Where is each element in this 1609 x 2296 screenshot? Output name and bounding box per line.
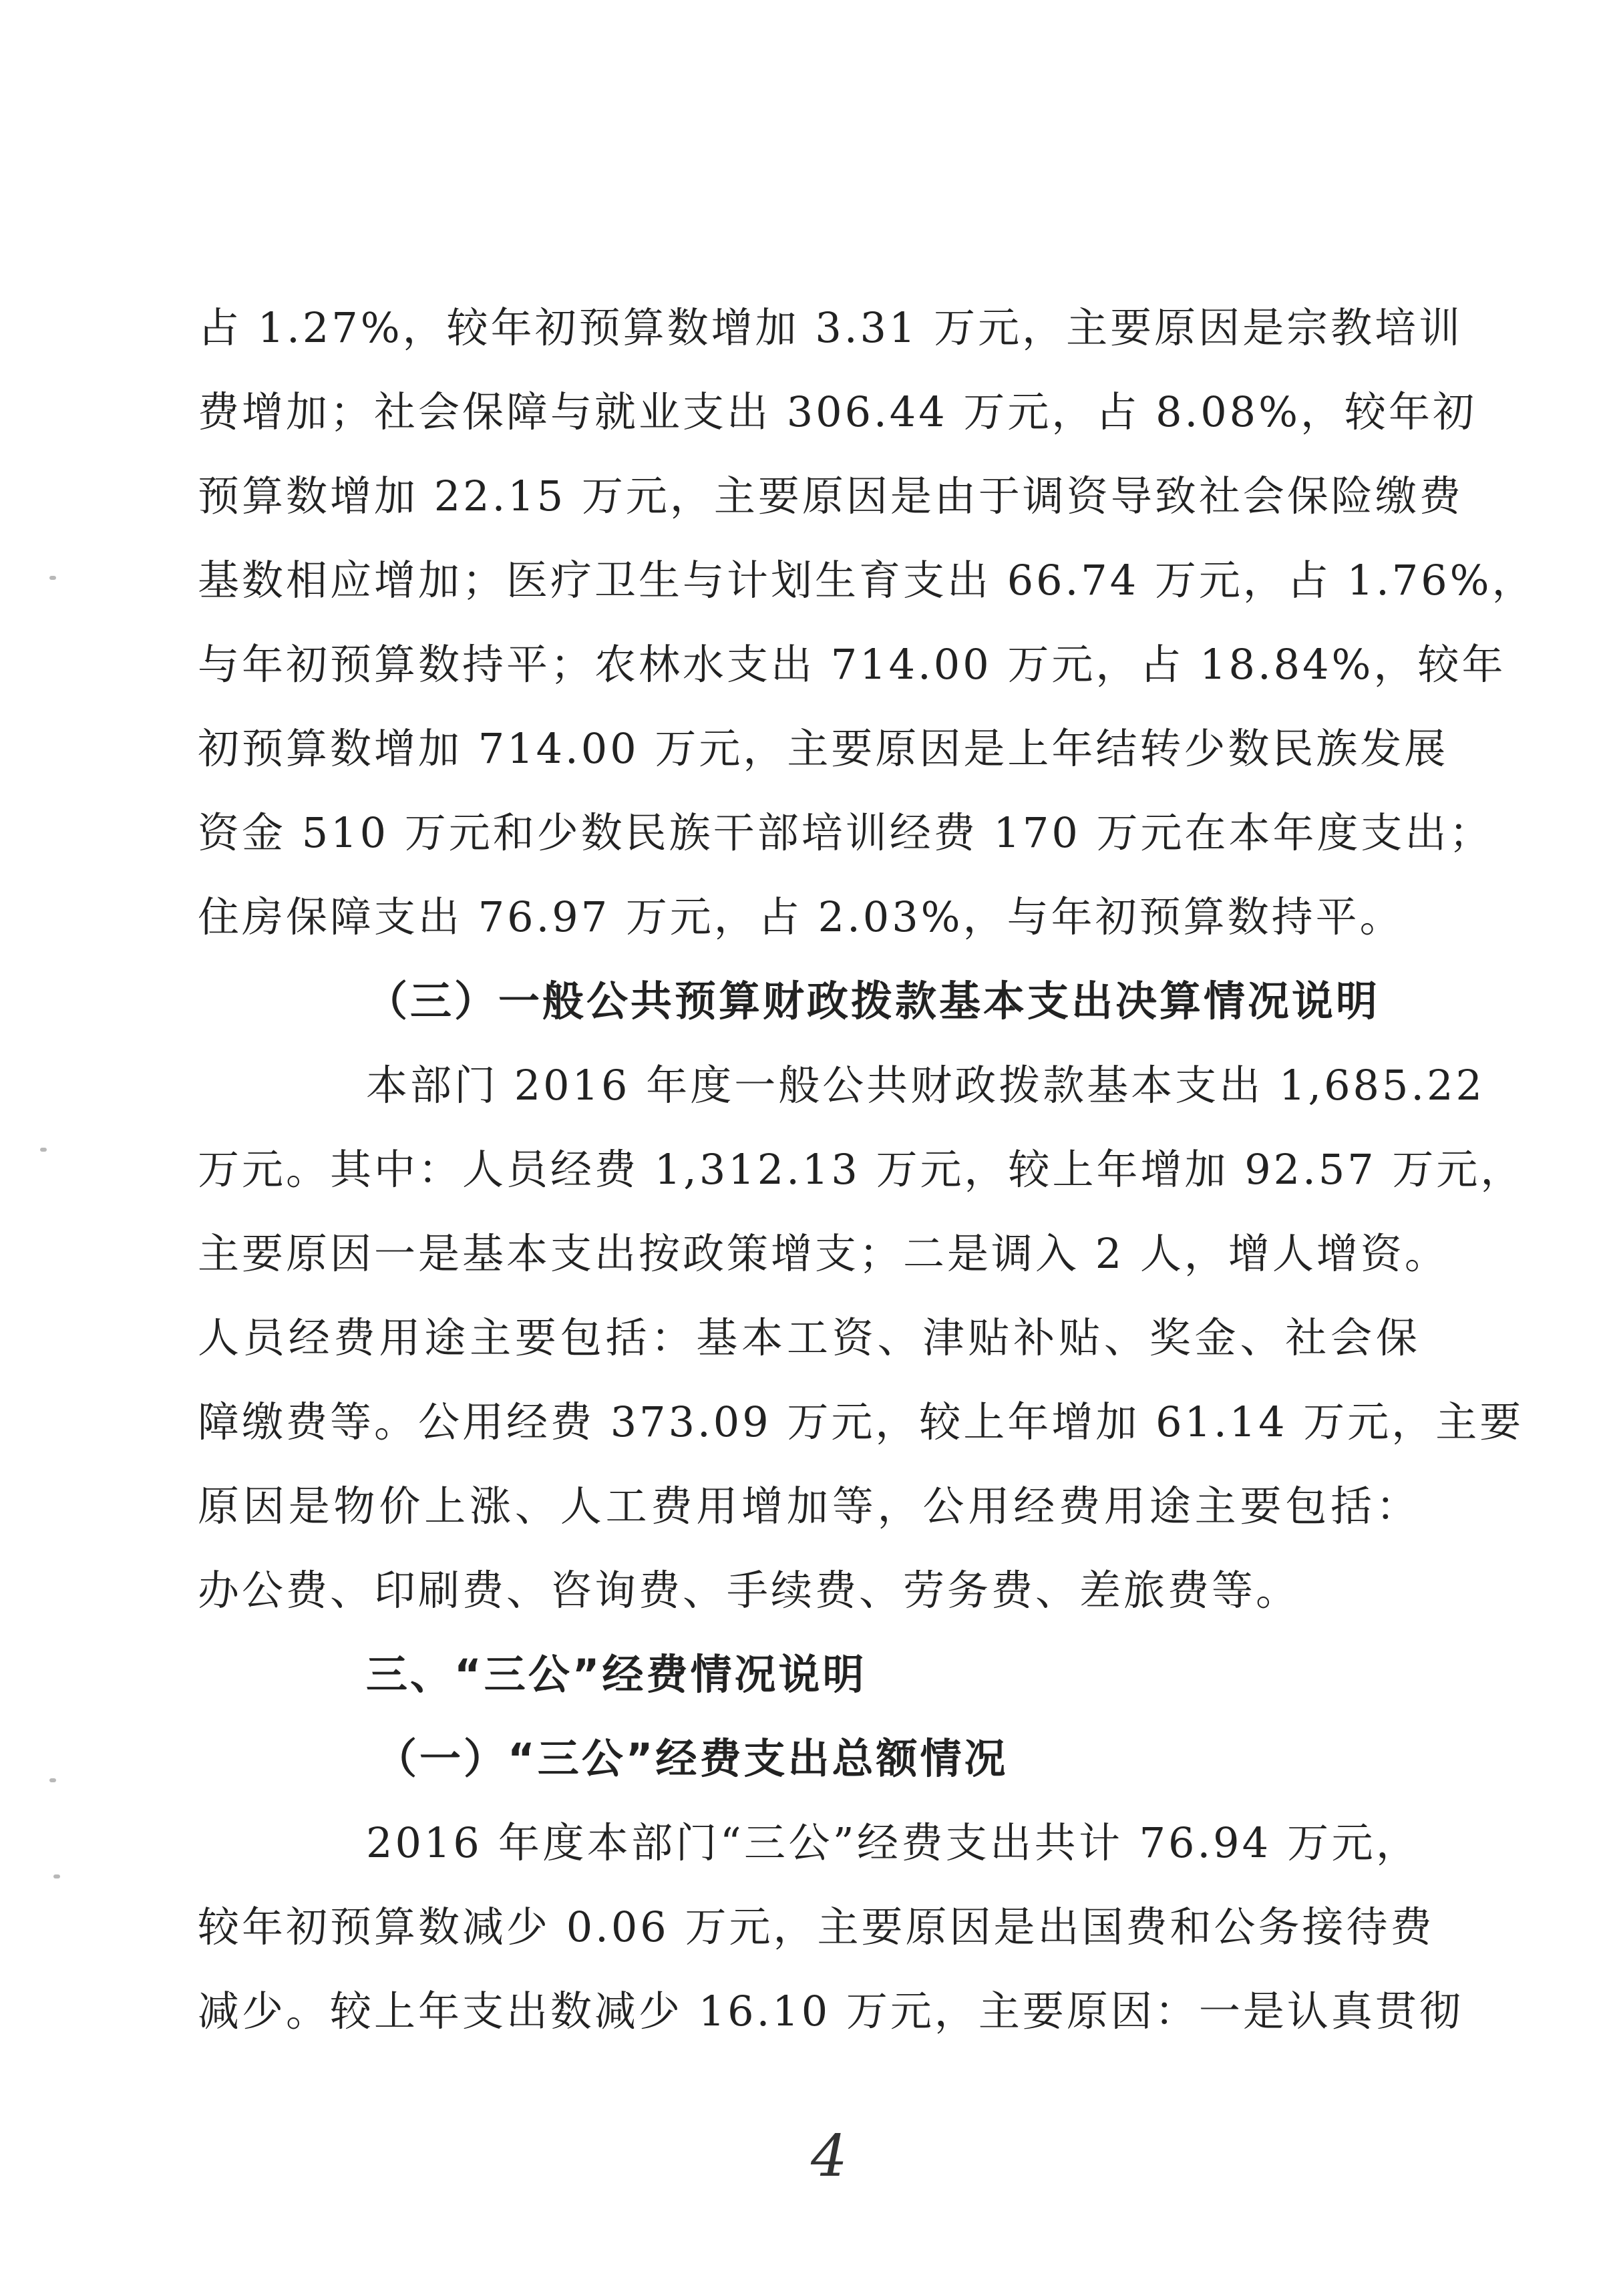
- section-heading: （三）一般公共预算财政拨款基本支出决算情况说明: [366, 977, 1381, 1025]
- subsection-heading: （一）“三公”经费支出总额情况: [375, 1734, 1009, 1783]
- text-line: 减少。较上年支出数减少 16.10 万元，主要原因：一是认真贯彻: [198, 1987, 1463, 2035]
- section-heading: 三、“三公”经费情况说明: [366, 1650, 867, 1699]
- scan-speck: [53, 1874, 60, 1878]
- text-line: 基数相应增加；医疗卫生与计划生育支出 66.74 万元，占 1.76%，: [198, 556, 1536, 605]
- text-line: 办公费、印刷费、咨询费、手续费、劳务费、差旅费等。: [198, 1566, 1300, 1615]
- body-text: [198, 286, 1536, 2054]
- text-line: 本部门 2016 年度一般公共财政拨款基本支出 1,685.22: [366, 1061, 1485, 1110]
- text-line: 住房保障支出 76.97 万元，占 2.03%，与年初预算数持平。: [198, 892, 1404, 941]
- text-line: 2016 年度本部门“三公”经费支出共计 76.94 万元，: [366, 1818, 1420, 1867]
- text-line: 预算数增加 22.15 万元，主要原因是由于调资导致社会保险缴费: [198, 472, 1463, 520]
- scan-speck: [49, 576, 56, 580]
- text-line: 与年初预算数持平；农林水支出 714.00 万元，占 18.84%，较年: [198, 640, 1506, 689]
- text-line: 占 1.27%，较年初预算数增加 3.31 万元，主要原因是宗教培训: [198, 303, 1463, 352]
- text-line: 较年初预算数减少 0.06 万元，主要原因是出国费和公务接待费: [198, 1903, 1435, 1951]
- scan-speck: [40, 1148, 47, 1152]
- text-line: 人员经费用途主要包括：基本工资、津贴补贴、奖金、社会保: [198, 1313, 1420, 1362]
- text-line: 万元。其中：人员经费 1,312.13 万元，较上年增加 92.57 万元，: [198, 1145, 1525, 1194]
- text-line: 资金 510 万元和少数民族干部培训经费 170 万元在本年度支出；: [198, 808, 1493, 857]
- page-number: 4: [811, 2123, 848, 2190]
- text-line: 初预算数增加 714.00 万元，主要原因是上年结转少数民族发展: [198, 724, 1449, 773]
- text-line: 费增加；社会保障与就业支出 306.44 万元，占 8.08%，较年初: [198, 387, 1477, 436]
- text-line: 障缴费等。公用经费 373.09 万元，较上年增加 61.14 万元，主要: [198, 1398, 1524, 1446]
- text-line: 原因是物价上涨、人工费用增加等，公用经费用途主要包括：: [198, 1482, 1420, 1530]
- text-line: 主要原因一是基本支出按政策增支；二是调入 2 人，增人增资。: [198, 1229, 1449, 1278]
- scan-speck: [49, 1778, 56, 1782]
